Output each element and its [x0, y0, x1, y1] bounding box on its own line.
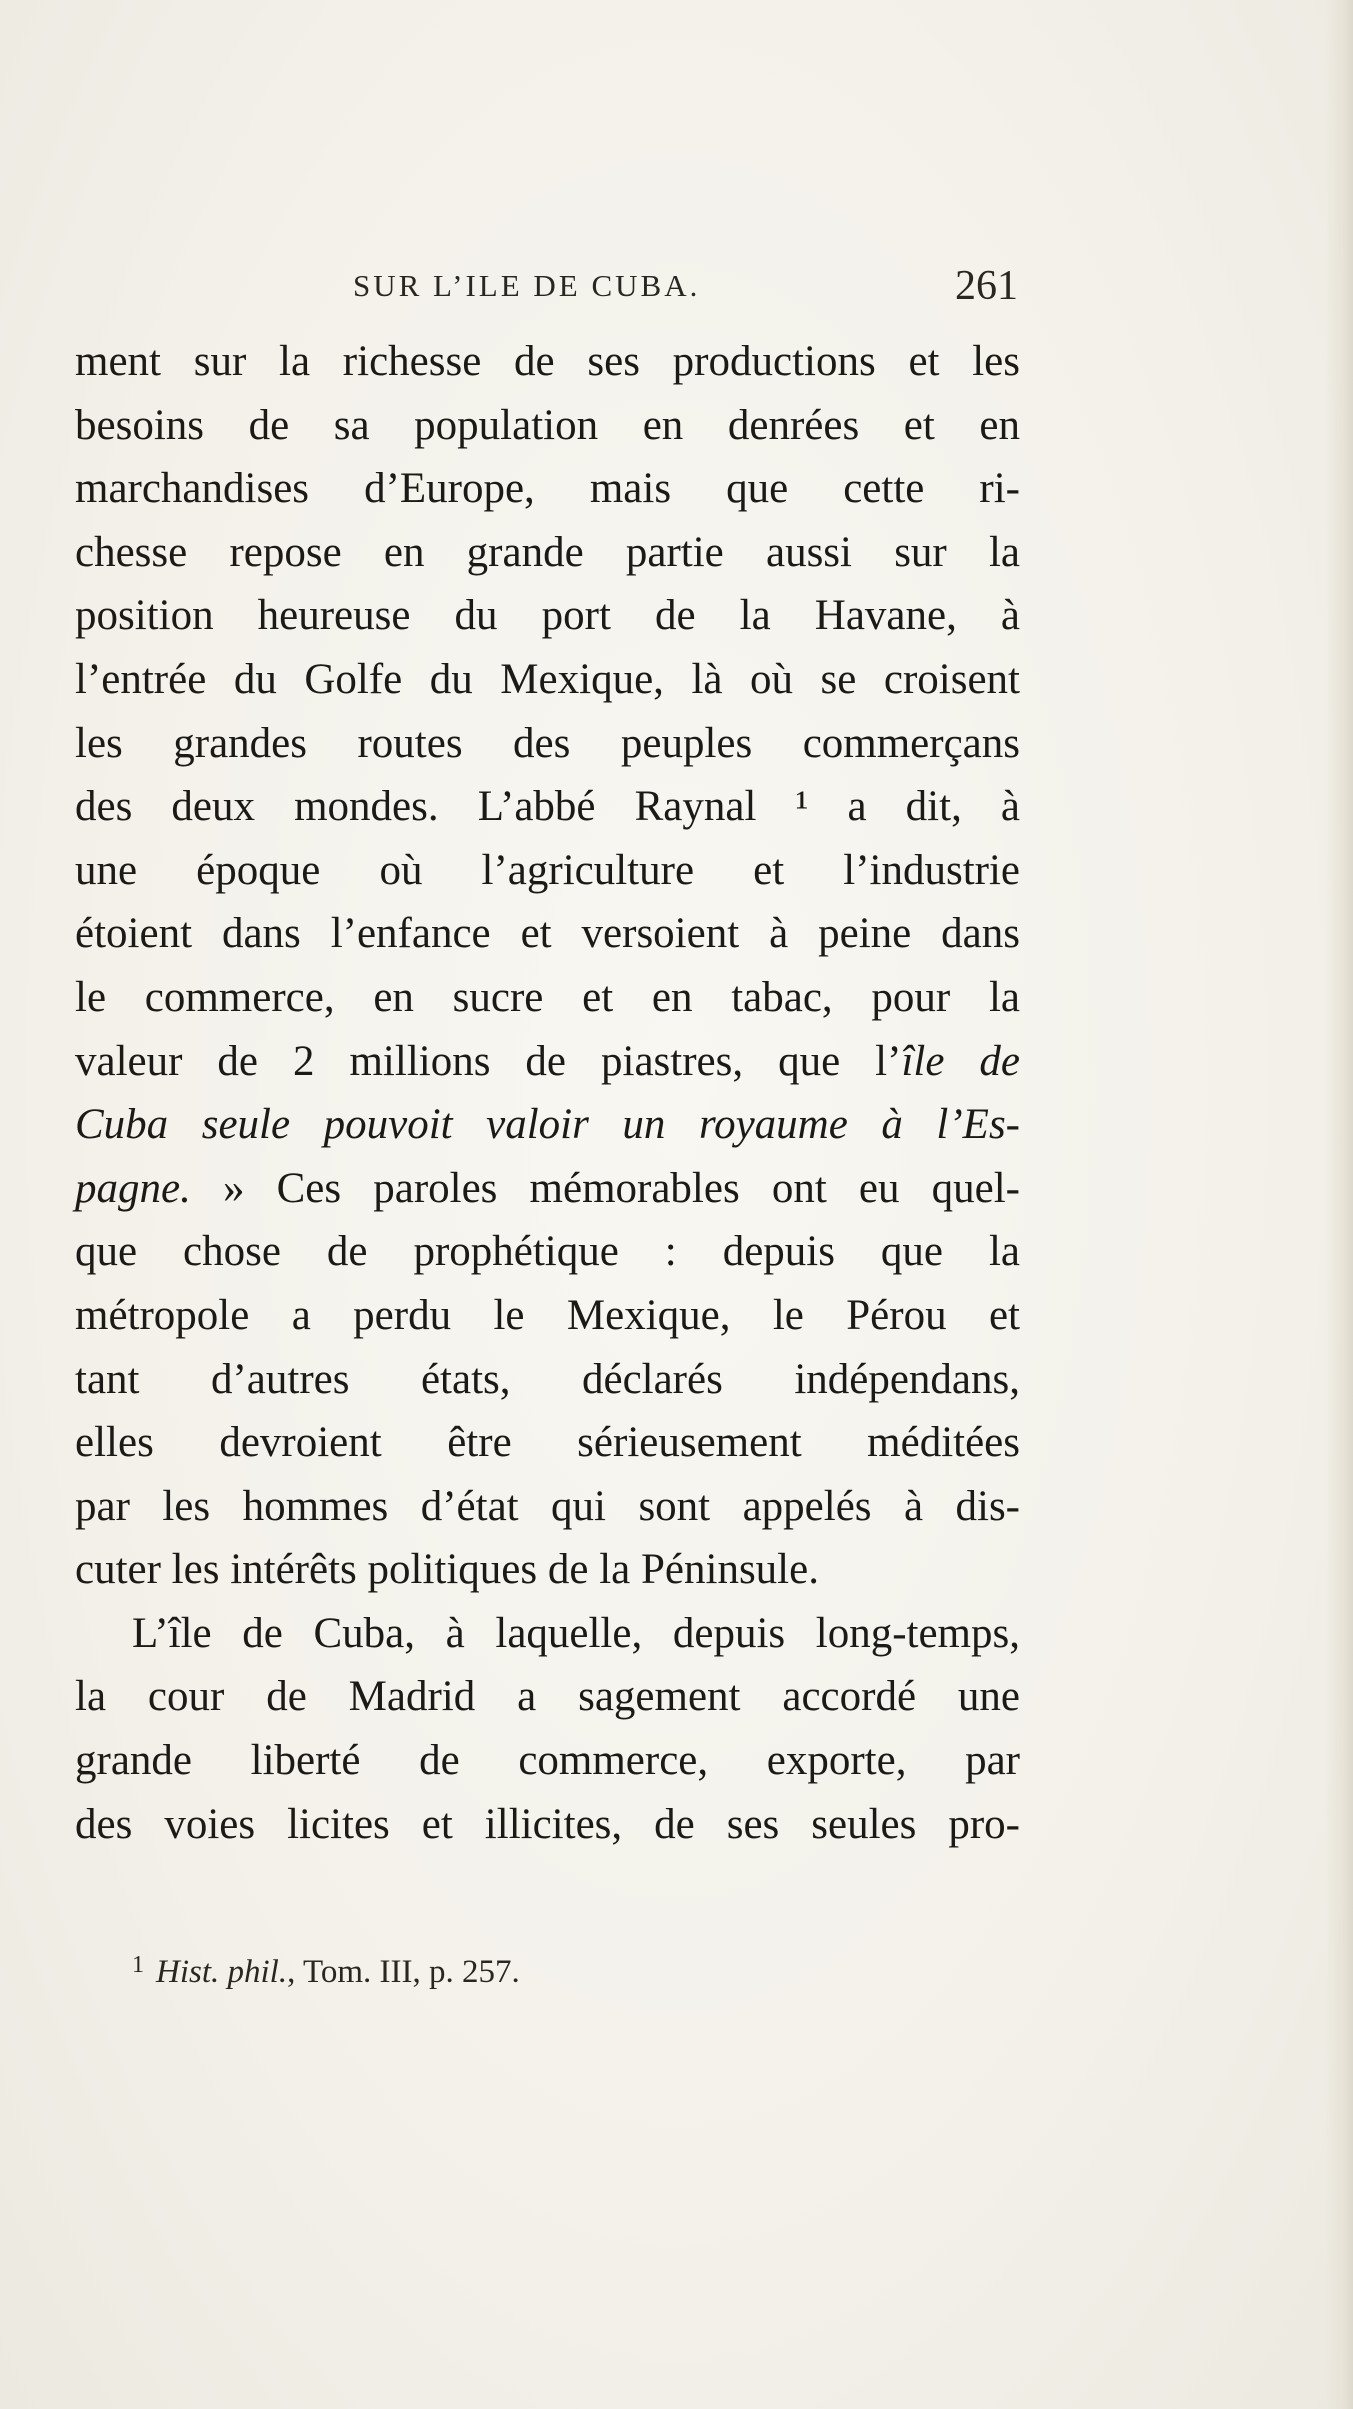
- body-line: elles devroient être sérieusement méditées: [75, 1419, 1020, 1467]
- body-line: tant d’autres états, déclarés indépendans,: [75, 1355, 1020, 1403]
- body-line: besoins de sa population en denrées et en: [75, 401, 1020, 449]
- page-edge-shadow: [1325, 0, 1353, 2409]
- body-line: métropole a perdu le Mexique, le Pérou et: [75, 1291, 1020, 1339]
- body-line: par les hommes d’état qui sont appelés à dis-: [75, 1482, 1020, 1530]
- italic-quote: île de: [901, 1037, 1020, 1085]
- body-line: cuter les intérêts politiques de la Péninsule.: [75, 1546, 819, 1594]
- body-line: chesse repose en grande partie aussi sur la: [75, 528, 1020, 576]
- body-line: ment sur la richesse de ses productions et les: [75, 338, 1020, 385]
- body-line: une époque où l’agriculture et l’industrie: [75, 846, 1020, 894]
- body-line: grande liberté de commerce, exporte, par: [75, 1737, 1020, 1785]
- running-title: SUR L’ILE DE CUBA.: [353, 268, 701, 303]
- body-line: les grandes routes des peuples commerçans: [75, 719, 1020, 767]
- body-line: que chose de prophétique : depuis que la: [75, 1228, 1020, 1276]
- footnote-reference: , Tom. III, p. 257.: [287, 1954, 520, 1990]
- body-line: valeur de 2 millions de piastres, que l’île de: [75, 1037, 1020, 1085]
- body-line: [75, 1093, 1020, 1157]
- body-line: des voies licites et illicites, de ses seules pro-: [75, 1800, 1020, 1848]
- running-head: [353, 263, 1018, 309]
- body-line: position heureuse du port de la Havane, à: [75, 592, 1020, 640]
- body-line: étoient dans l’enfance et versoient à peine dans: [75, 910, 1020, 958]
- body-line: le commerce, en sucre et en tabac, pour la: [75, 973, 1020, 1021]
- page-number: 261: [955, 263, 1018, 309]
- body-line: des deux mondes. L’abbé Raynal ¹ a dit, à: [75, 783, 1020, 831]
- body-line: l’entrée du Golfe du Mexique, là où se croisent: [75, 655, 1020, 703]
- footnote-source: Hist. phil.: [156, 1954, 288, 1990]
- body-line-paragraph-start: L’île de Cuba, à laquelle, depuis long-temps,: [132, 1609, 1020, 1657]
- italic-quote: Cuba seule pouvoit valoir un royaume à l’Es-: [75, 1101, 1020, 1149]
- italic-quote: pagne.: [75, 1164, 191, 1212]
- body-line: pagne. » Ces paroles mémorables ont eu quel-: [75, 1164, 1020, 1212]
- body-text: [75, 330, 1020, 1856]
- footnote: [132, 1952, 520, 1991]
- body-line: marchandises d’Europe, mais que cette ri-: [75, 465, 1020, 513]
- footnote-marker: 1: [132, 1952, 144, 1978]
- body-line: la cour de Madrid a sagement accordé une: [75, 1673, 1020, 1721]
